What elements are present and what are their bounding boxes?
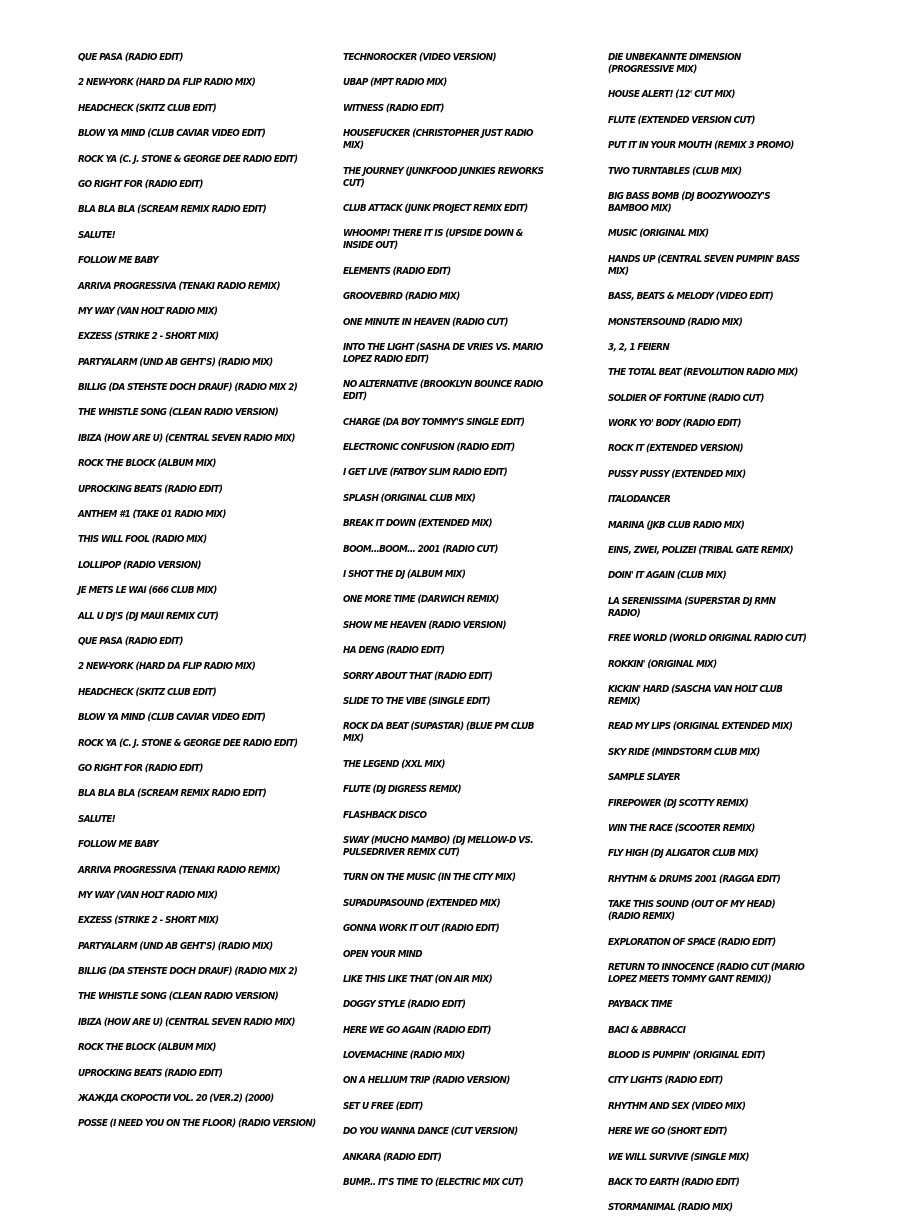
track-title: WHOOMP! THERE IT IS (UPSIDE DOWN & INSIDE OUT) [343,228,523,252]
track-title: DIE UNBEKANNTE DIMENSION (PROGRESSIVE MIX) [608,52,741,75]
track-title: PAYBACK TIME [608,999,673,1011]
track-title: HOUSE ALERT! (12' CUT MIX) [608,89,735,101]
track-title: FIREPOWER (DJ SCOTTY REMIX) [608,797,749,809]
track-title: BUMP... IT'S TIME TO (ELECTRIC MIX CUT) [343,1177,524,1189]
track-title: TWO TURNTABLES (CLUB MIX) [608,165,742,177]
track-title: I GET LIVE (FATBOY SLIM RADIO EDIT) [343,467,508,479]
track-title: UBAP (MPT RADIO MIX) [343,77,447,89]
track-title: RHYTHM & DRUMS 2001 (RAGGA EDIT) [608,873,781,885]
track-title: MARINA (JKB CLUB RADIO MIX) [608,519,745,531]
track-title: HA DENG (RADIO EDIT) [343,645,445,657]
track-title: WITNESS (RADIO EDIT) [343,102,444,114]
track-title: ANKARA (RADIO EDIT) [343,1151,442,1163]
track-title: MUSIC (ORIGINAL MIX) [608,228,709,240]
track-title: PARTYALARM (UND AB GEHT'S) (RADIO MIX) [78,356,273,368]
track-title: IBIZA (HOW ARE U) (CENTRAL SEVEN RADIO MIX) [78,1016,295,1028]
track-title: FLASHBACK DISCO [343,809,427,821]
track-title: ONE MORE TIME (DARWICH REMIX) [343,594,499,606]
track-title: ALL U DJ'S (DJ MAUI REMIX CUT) [78,610,219,622]
track-title: FOLLOW ME BABY [78,839,158,851]
track-title: CHARGE (DA BOY TOMMY'S SINGLE EDIT) [343,416,525,428]
track-title: THE JOURNEY (JUNKFOOD JUNKIES REWORKS CUT) [343,165,544,189]
track-title: ROCK YA (C. J. STONE & GEORGE DEE RADIO EDIT) [78,153,298,165]
track-title: LOVEMACHINE (RADIO MIX) [343,1050,465,1062]
track-title: DO YOU WANNA DANCE (CUT VERSION) [343,1126,518,1138]
track-title: BLA BLA BLA (SCREAM REMIX RADIO EDIT) [78,204,267,216]
track-title: SLIDE TO THE VIBE (SINGLE EDIT) [343,695,490,707]
track-title: RHYTHM AND SEX (VIDEO MIX) [608,1100,746,1112]
track-title: CLUB ATTACK (JUNK PROJECT REMIX EDIT) [343,202,528,214]
track-title: PARTYALARM (UND AB GEHT'S) (RADIO MIX) [78,940,273,952]
track-title: PUSSY PUSSY (EXTENDED MIX) [608,468,746,480]
track-title: HANDS UP (CENTRAL SEVEN PUMPIN' BASS MIX) [608,253,800,277]
track-title: TAKE THIS SOUND (OUT OF MY HEAD) (RADIO REMIX) [608,899,776,923]
track-title: FLUTE (DJ DIGRESS REMIX) [343,784,461,796]
tracklist-column-3 [608,52,808,1228]
track-title: OPEN YOUR MIND [343,948,422,960]
track-title: LOLLIPOP (RADIO VERSION) [78,559,201,571]
track-title: GO RIGHT FOR (RADIO EDIT) [78,178,203,190]
track-title: SWAY (MUCHO MAMBO) (DJ MELLOW-D VS. PULSEDRIVER REMIX CUT) [343,834,533,858]
track-title: UPROCKING BEATS (RADIO EDIT) [78,483,223,495]
track-title: ELECTRONIC CONFUSION (RADIO EDIT) [343,442,515,454]
track-title: GONNA WORK IT OUT (RADIO EDIT) [343,923,500,935]
track-title: BLA BLA BLA (SCREAM REMIX RADIO EDIT) [78,788,267,800]
track-title: FLY HIGH (DJ ALIGATOR CLUB MIX) [608,848,759,860]
track-title: THE WHISTLE SONG (CLEAN RADIO VERSION) [78,991,279,1003]
track-title: FREE WORLD (WORLD ORIGINAL RADIO CUT) [608,633,807,645]
track-title: BOOM...BOOM... 2001 (RADIO CUT) [343,543,498,555]
track-title: QUE PASA (RADIO EDIT) [78,52,183,63]
track-title: WORK YO' BODY (RADIO EDIT) [608,418,741,430]
track-title: HEADCHECK (SKITZ CLUB EDIT) [78,686,217,698]
track-title: JE METS LE WAI (666 CLUB MIX) [78,585,217,597]
track-title: WIN THE RACE (SCOOTER REMIX) [608,822,755,834]
track-title: CITY LIGHTS (RADIO EDIT) [608,1075,723,1087]
track-title: MONSTERSOUND (RADIO MIX) [608,316,743,328]
track-title: HERE WE GO (SHORT EDIT) [608,1126,727,1138]
track-title: DOGGY STYLE (RADIO EDIT) [343,999,466,1011]
track-title: BIG BASS BOMB (DJ BOOZYWOOZY'S BAMBOO MIX) [608,190,771,214]
track-title: 2 NEW-YORK (HARD DA FLIP RADIO MIX) [78,77,256,89]
track-title: SALUTE! [78,229,116,241]
track-title: NO ALTERNATIVE (BROOKLYN BOUNCE RADIO EDIT) [343,379,543,403]
track-title: STORMANIMAL (RADIO MIX) [608,1202,733,1214]
track-title: QUE PASA (RADIO EDIT) [78,635,183,647]
track-title: ROCK DA BEAT (SUPASTAR) (BLUE PM CLUB MIX) [343,721,534,745]
track-title: MY WAY (VAN HOLT RADIO MIX) [78,305,218,317]
track-title: ARRIVA PROGRESSIVA (TENAKI RADIO REMIX) [78,864,280,876]
track-title: THIS WILL FOOL (RADIO MIX) [78,534,207,546]
track-title: EXZESS (STRIKE 2 - SHORT MIX) [78,331,219,343]
track-title: BLOW YA MIND (CLUB CAVIAR VIDEO EDIT) [78,712,266,724]
track-title: ЖАЖДА СКОРОСТИ VOL. 20 (VER.2) (2000) [78,1093,274,1105]
track-title: SET U FREE (EDIT) [343,1100,423,1112]
track-title: EINS, ZWEI, POLIZEI (TRIBAL GATE REMIX) [608,545,793,557]
track-title: EXZESS (STRIKE 2 - SHORT MIX) [78,915,219,927]
track-title: KICKIN' HARD (SASCHA VAN HOLT CLUB REMIX) [608,683,783,707]
track-title: SALUTE! [78,813,116,825]
track-title: ROKKIN' (ORIGINAL MIX) [608,658,717,670]
track-title: ON A HELLIUM TRIP (RADIO VERSION) [343,1075,510,1087]
track-title: WE WILL SURVIVE (SINGLE MIX) [608,1151,749,1163]
track-title: ONE MINUTE IN HEAVEN (RADIO CUT) [343,316,508,328]
track-title: FOLLOW ME BABY [78,255,158,267]
track-title: DOIN' IT AGAIN (CLUB MIX) [608,570,727,582]
track-title: ROCK IT (EXTENDED VERSION) [608,443,743,455]
track-title: BLOOD IS PUMPIN' (ORIGINAL EDIT) [608,1050,766,1062]
track-title: SORRY ABOUT THAT (RADIO EDIT) [343,670,493,682]
tracklist-column-1 [78,52,318,1144]
track-title: SAMPLE SLAYER [608,772,680,784]
track-title: ROCK YA (C. J. STONE & GEORGE DEE RADIO EDIT) [78,737,298,749]
track-title: SPLASH (ORIGINAL CLUB MIX) [343,492,476,504]
track-title: I SHOT THE DJ (ALBUM MIX) [343,569,466,581]
track-title: TECHNOROCKER (VIDEO VERSION) [343,52,496,63]
track-title: BACI & ABBRACCI [608,1024,686,1036]
track-title: HEADCHECK (SKITZ CLUB EDIT) [78,102,217,114]
track-title: GO RIGHT FOR (RADIO EDIT) [78,762,203,774]
track-title: UPROCKING BEATS (RADIO EDIT) [78,1067,223,1079]
track-title: BACK TO EARTH (RADIO EDIT) [608,1177,740,1189]
track-title: LIKE THIS LIKE THAT (ON AIR MIX) [343,973,492,985]
track-title: FLUTE (EXTENDED VERSION CUT) [608,114,755,126]
track-title: EXPLORATION OF SPACE (RADIO EDIT) [608,936,776,948]
track-title: POSSE (I NEED YOU ON THE FLOOR) (RADIO VERSION) [78,1118,316,1130]
track-title: SUPADUPASOUND (EXTENDED MIX) [343,897,501,909]
track-title: HOUSEFUCKER (CHRISTOPHER JUST RADIO MIX) [343,128,533,152]
track-title: INTO THE LIGHT (SASHA DE VRIES VS. MARIO LOPEZ RADIO EDIT) [343,341,543,365]
track-title: ARRIVA PROGRESSIVA (TENAKI RADIO REMIX) [78,280,280,292]
tracklist-column-2 [343,52,565,1202]
track-title: THE TOTAL BEAT (REVOLUTION RADIO MIX) [608,367,798,379]
track-title: IBIZA (HOW ARE U) (CENTRAL SEVEN RADIO MIX) [78,432,295,444]
track-title: ELEMENTS (RADIO EDIT) [343,265,451,277]
track-title: BASS, BEATS & MELODY (VIDEO EDIT) [608,291,773,303]
track-title: THE LEGEND (XXL MIX) [343,758,445,770]
track-title: PUT IT IN YOUR MOUTH (REMIX 3 PROMO) [608,140,794,152]
track-title: LA SERENISSIMA (SUPERSTAR DJ RMN RADIO) [608,595,776,619]
track-title: READ MY LIPS (ORIGINAL EXTENDED MIX) [608,721,793,733]
track-title: BREAK IT DOWN (EXTENDED MIX) [343,518,492,530]
track-title: BLOW YA MIND (CLUB CAVIAR VIDEO EDIT) [78,128,266,140]
track-title: SHOW ME HEAVEN (RADIO VERSION) [343,619,506,631]
track-title: BILLIG (DA STEHSTE DOCH DRAUF) (RADIO MIX 2) [78,966,298,978]
track-title: HERE WE GO AGAIN (RADIO EDIT) [343,1024,491,1036]
track-title: THE WHISTLE SONG (CLEAN RADIO VERSION) [78,407,279,419]
track-title: SOLDIER OF FORTUNE (RADIO CUT) [608,392,764,404]
track-title: ROCK THE BLOCK (ALBUM MIX) [78,1042,216,1054]
track-title: GROOVEBIRD (RADIO MIX) [343,291,460,303]
track-title: SKY RIDE (MINDSTORM CLUB MIX) [608,746,760,758]
track-title: ROCK THE BLOCK (ALBUM MIX) [78,458,216,470]
track-title: ITALODANCER [608,494,671,506]
track-title: RETURN TO INNOCENCE (RADIO CUT (MARIO LOPEZ MEETS TOMMY GANT REMIX)) [608,961,805,985]
track-title: MY WAY (VAN HOLT RADIO MIX) [78,889,218,901]
track-title: 3, 2, 1 FEIERN [608,341,670,353]
track-title: BILLIG (DA STEHSTE DOCH DRAUF) (RADIO MIX 2) [78,382,298,394]
track-title: TURN ON THE MUSIC (IN THE CITY MIX) [343,872,516,884]
track-title: ANTHEM #1 (TAKE 01 RADIO MIX) [78,509,226,521]
track-title: 2 NEW-YORK (HARD DA FLIP RADIO MIX) [78,661,256,673]
